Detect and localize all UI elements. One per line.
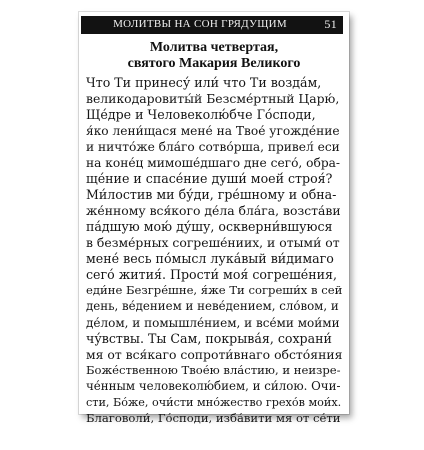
text-line: мене́ весь по́мысл лука́вый ви́димаго [86, 251, 334, 266]
text-line: Ще́дре и Человеколю́бче Го́споди, [86, 107, 316, 122]
text-line: я́ко лени́щася мене́ на Твое́ угожде́ние [86, 124, 340, 138]
text-line: великодаровиты́й Безсме́ртный Царю́, [86, 91, 340, 106]
text-line: в безме́рных согреше́ниих, и отыми́ от [86, 235, 340, 250]
text-line: на коне́ц мимоше́дшаго дне сего́, обра- [86, 156, 341, 170]
running-header-title: МОЛИТВЫ НА СОН ГРЯДУЩИМ [113, 18, 287, 30]
prayer-title-line-1: Молитва четвертая, [149, 40, 279, 55]
text-line: Ми́лостив ми бу́ди, гре́шному и обна- [86, 187, 337, 202]
text-line: мя от вся́каго сопроти́внаго обсто́яния [86, 347, 343, 362]
text-line: сти, Бо́же, очи́сти мно́жество грехо́в мои́х. [86, 396, 342, 409]
text-line: де́лом, и помышле́нием, и все́ми мои́ми [86, 316, 340, 330]
text-line: че́нным человеколю́бием, и си́лою. Очи- [86, 379, 341, 393]
text-line: па́дшую мою́ ду́шу, оскверни́вшуюся [86, 219, 333, 234]
text-line: день, ве́дением и неве́дением, сло́вом, и [86, 299, 339, 313]
text-line: Что Ти принесу́ или́ что Ти возда́м, [86, 75, 322, 90]
text-line: же́нному вся́кого де́ла бла́га, возста́ви [86, 203, 341, 218]
book-page [79, 12, 349, 425]
text-line: еди́не Безгре́шне, я́же Ти согреши́х в сей [86, 283, 343, 297]
text-line: и ничто́же бла́го сотво́рша, привел́ еси [86, 140, 340, 154]
prayer-title-line-2: святого Макария Великого [127, 56, 301, 71]
text-line: Боже́ственною Твое́ю вла́стию, и неизре- [86, 363, 341, 377]
text-line: ще́ние и спасе́ние души́ моей́ строя́? [86, 171, 333, 186]
text-line: сего́ жития́. Прости́ моя́ согреше́ния, [86, 267, 337, 282]
running-header [81, 16, 343, 34]
page-number: 51 [324, 17, 337, 31]
text-line: Благоволи́, Го́споди, изба́вити мя от се́ти [86, 411, 341, 425]
text-line: чу́вствы. Ты Сам, покрыва́я, сохрани́ [86, 331, 332, 346]
